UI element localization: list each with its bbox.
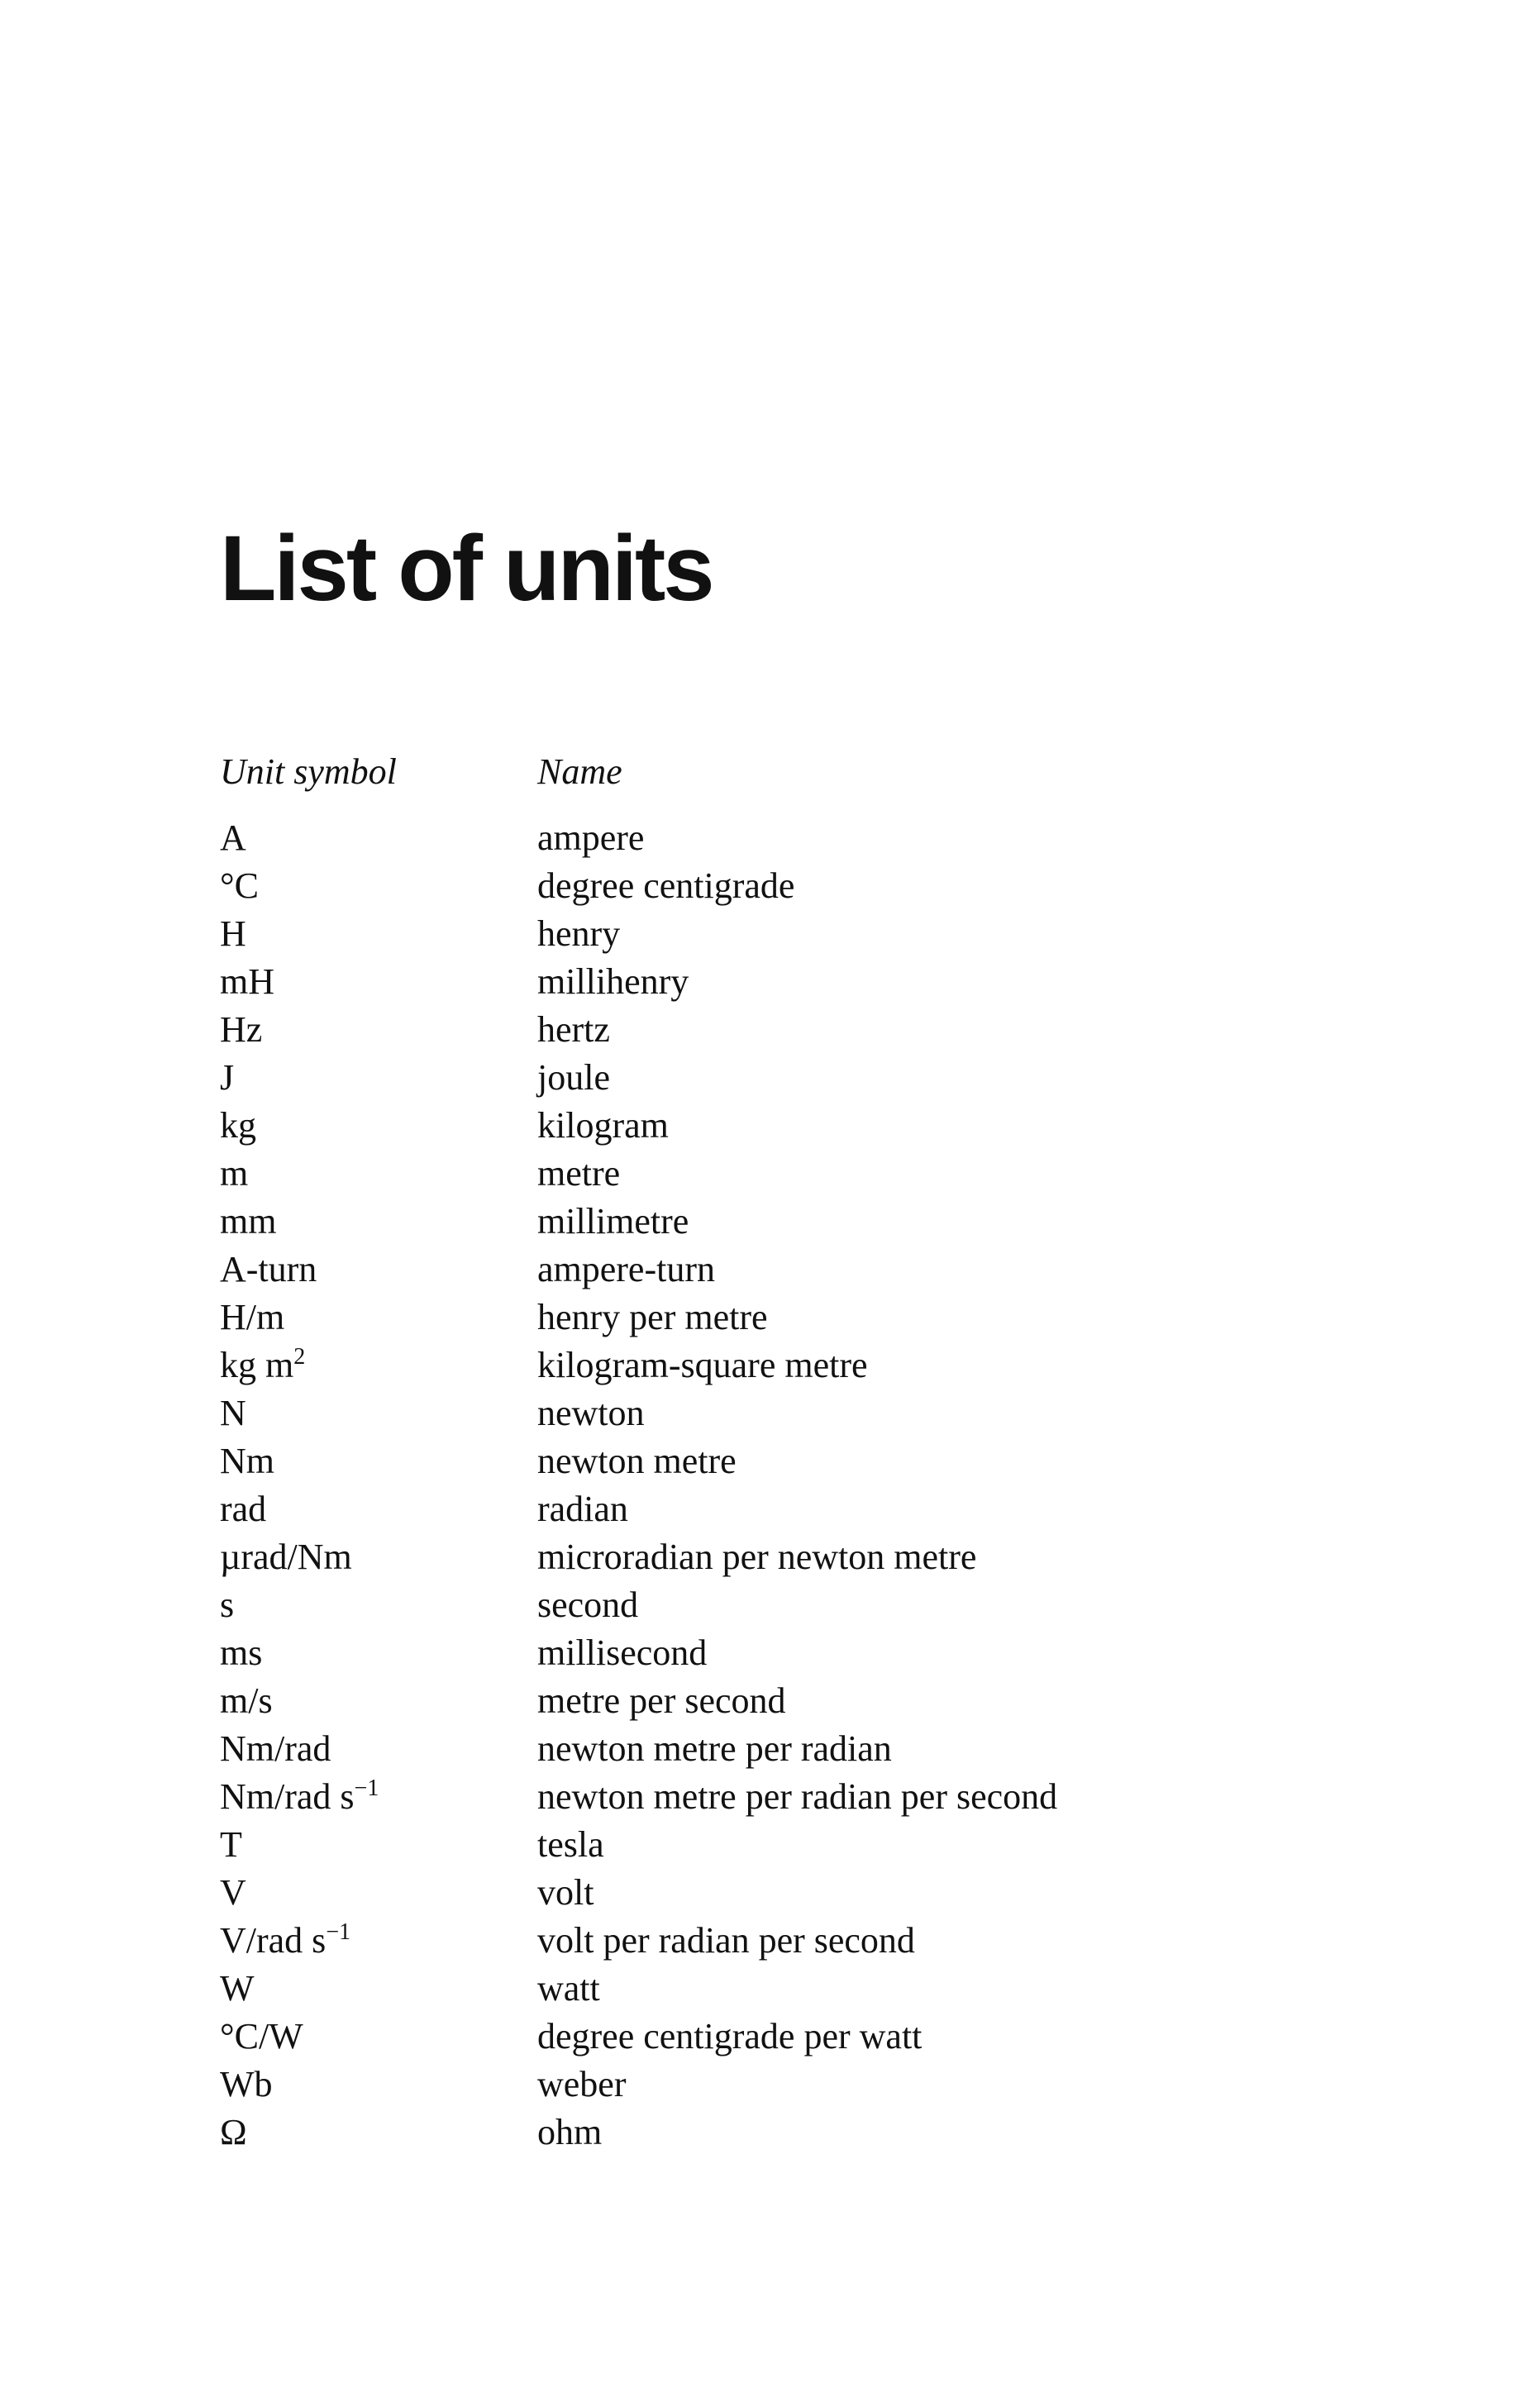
unit-symbol-text: µrad/Nm [220,1537,352,1577]
unit-symbol-text: T [220,1824,242,1865]
unit-name: henry [537,913,621,954]
unit-symbol [220,1677,273,1725]
unit-symbol-text: V/rad s [220,1920,327,1961]
unit-name: microradian per newton metre [537,1537,977,1577]
unit-symbol [220,1054,234,1102]
unit-name: newton metre [537,1441,737,1481]
unit-symbol-text: W [220,1968,255,2009]
unit-symbol [220,862,259,910]
unit-symbol [220,1437,274,1485]
unit-symbol [220,1773,379,1821]
unit-symbol [220,1965,255,2013]
unit-symbol [220,1533,352,1581]
unit-name: watt [537,1968,600,2009]
column-header-unit-symbol: Unit symbol [220,751,397,792]
unit-symbol [220,1006,262,1054]
column-header-name: Name [537,751,622,792]
unit-name: joule [537,1057,610,1098]
unit-symbol-exponent: 2 [293,1344,306,1370]
unit-symbol [220,958,274,1006]
unit-name: millimetre [537,1201,689,1242]
unit-name: metre [537,1153,621,1194]
unit-name: kilogram [537,1105,669,1146]
unit-symbol [220,1294,284,1342]
unit-symbol [220,1821,242,1869]
unit-symbol-text: mm [220,1201,277,1242]
unit-symbol-text: rad [220,1489,267,1529]
unit-name: millihenry [537,961,689,1002]
unit-name: kilogram-square metre [537,1345,868,1385]
unit-symbol-text: Nm/rad s [220,1776,355,1817]
unit-symbol-text: Nm [220,1441,274,1481]
unit-symbol-text: s [220,1585,235,1625]
unit-symbol-text: V [220,1872,246,1913]
unit-name: newton [537,1393,645,1433]
unit-name: newton metre per radian per second [537,1776,1058,1817]
unit-name: ampere-turn [537,1249,715,1289]
unit-symbol [220,1150,248,1198]
unit-name: volt [537,1872,594,1913]
unit-symbol [220,1581,234,1629]
unit-symbol-text: m/s [220,1680,273,1721]
unit-symbol-text: A-turn [220,1249,317,1289]
unit-symbol [220,1917,350,1965]
unit-symbol [220,1342,305,1389]
unit-name: degree centigrade [537,865,795,906]
unit-symbol-text: Ω [220,2112,247,2152]
unit-symbol [220,1389,246,1437]
unit-symbol [220,1629,262,1677]
unit-name: weber [537,2064,627,2104]
unit-name: metre per second [537,1680,786,1721]
unit-name: newton metre per radian [537,1728,892,1769]
unit-name: degree centigrade per watt [537,2016,923,2057]
unit-symbol-text: ms [220,1632,263,1673]
unit-symbol [220,2109,247,2157]
unit-symbol-text: °C [220,865,259,906]
unit-symbol [220,1485,266,1533]
unit-symbol-text: J [220,1057,235,1098]
unit-symbol-text: H/m [220,1297,285,1337]
unit-name: radian [537,1489,628,1529]
unit-symbol [220,1102,256,1150]
unit-symbol-text: mH [220,961,274,1002]
unit-symbol [220,1198,276,1246]
unit-name: henry per metre [537,1297,768,1337]
unit-symbol [220,814,246,862]
unit-symbol-text: kg [220,1105,256,1146]
unit-symbol [220,2013,303,2061]
unit-name: ohm [537,2112,603,2152]
unit-name: ampere [537,817,645,858]
unit-symbol [220,1246,317,1294]
unit-symbol-text: Hz [220,1009,263,1050]
unit-symbol-text: Nm/rad [220,1728,331,1769]
unit-name: millisecond [537,1632,708,1673]
unit-symbol-text: H [220,913,246,954]
unit-symbol-exponent: −1 [354,1775,379,1801]
unit-symbol [220,1725,331,1773]
unit-symbol-text: A [220,817,246,858]
unit-symbol-text: N [220,1393,246,1433]
unit-symbol-text: kg m [220,1345,294,1385]
page-title: List of units [220,517,713,620]
unit-name: volt per radian per second [537,1920,915,1961]
unit-symbol [220,1869,246,1917]
unit-symbol-exponent: −1 [326,1919,351,1945]
unit-name: tesla [537,1824,604,1865]
unit-name: second [537,1585,639,1625]
unit-symbol-text: °C/W [220,2016,303,2057]
unit-symbol [220,910,246,958]
unit-symbol-text: m [220,1153,249,1194]
unit-symbol-text: Wb [220,2064,273,2104]
unit-name: hertz [537,1009,610,1050]
unit-symbol [220,2061,273,2109]
